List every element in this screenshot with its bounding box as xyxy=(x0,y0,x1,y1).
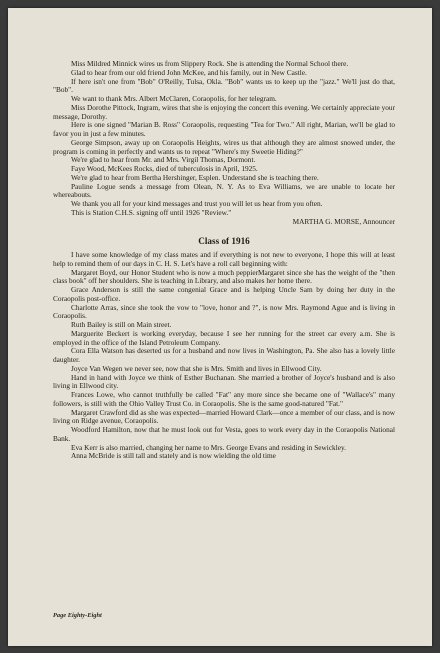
paragraph: Glad to hear from our old friend John McKee, and his family, out in New Castle. xyxy=(71,67,307,77)
paragraph: George Simpson, away up on Coraopolis Heights, wires us that although they are almost snowed under, the program is coming in perfectly and wants us to repeat "Where's my Sweetie Hiding?" xyxy=(53,137,395,156)
paragraph: Eva Kerr is also married, changing her name to Mrs. George Evans and residing in Sewickley. xyxy=(71,442,346,452)
text-column xyxy=(53,60,395,461)
paragraph: Marguerite Beckert is working everyday, because I see her running for the street car every a.m. She is employed in the office of the Island Petroleum Company. xyxy=(53,328,395,347)
paragraph: Frances Lowe, who cannot truthfully be called "Fat" any more since she became one of "Wallace's" many followers, is still with the Ohio Valley Trust Co. in Coraopolis. She is the same good-natured "Fat." xyxy=(53,390,395,408)
paragraph: We're glad to hear from Bertha Hershinger, Esplen. Understand she is teaching there. xyxy=(71,172,319,182)
paragraph: Charlotte Arras, since she took the vow to "love, honor and ?", is now Mrs. Raymond Ague and is living in Coraopolis. xyxy=(53,302,395,321)
paragraph: We thank you all for your kind messages and trust you will let us hear from you often. xyxy=(71,199,323,208)
paragraph: Margaret Crawford did as she was expected—married Howard Clark—once a member of our class, and is now living on Ridge avenue, Coraopolis. xyxy=(53,407,395,426)
paragraph: Miss Mildred Minnick wires us from Slippery Rock. She is attending the Normal School there. xyxy=(71,59,349,68)
announcer-signature: MARTHA G. MORSE, Announcer xyxy=(292,216,395,226)
paragraph: If here isn't one from "Bob" O'Reilly, Tulsa, Okla. "Bob" wants us to keep up the "jazz." We'll just do that, "Bob". xyxy=(53,76,395,95)
paragraph: Miss Dorothe Pittock, Ingram, wires that she is enjoying the concert this evening. We certainly appreciate your message, Dorothy. xyxy=(53,102,395,121)
radio-messages-section xyxy=(53,60,395,226)
paragraph: Woodford Hamilton, now that he must look out for Vesta, goes to work every day in the Coraopolis National Bank. xyxy=(53,425,395,443)
paragraph: Grace Anderson is still the same congenial Grace and is helping Uncle Sam by doing her duty in the Coraopolis post-office. xyxy=(53,285,395,303)
paragraph: Here is one signed "Marian B. Ross" Coraopolis, requesting "Tea for Two." All right, Marian, we'll be glad to favor you in just a few minutes. xyxy=(53,120,395,138)
paragraph: We're glad to hear from Mr. and Mrs. Virgil Thomas, Dormont. xyxy=(71,155,256,165)
paragraph: Cora Ella Watson has deserted us for a husband and now lives in Washington, Pa. She also has a lovely little daughter. xyxy=(53,346,395,364)
paragraph: This is Station C.H.S. signing off until 1926 "Review." xyxy=(71,207,232,217)
paragraph: Margaret Boyd, our Honor Student who is now a much peppierMargaret since she has the weight of the "then class book" off her shoulders. She is teaching in Library, and also makes her home there. xyxy=(53,267,395,286)
yearbook-page xyxy=(8,8,432,646)
paragraph: Faye Wood, McKees Rocks, died of tuberculosis in April, 1925. xyxy=(71,164,258,173)
paragraph: I have some knowledge of my class mates and if everything is not new to everyone, I hope this will at least help to remind them of our days in C. H. S. Let's have a roll call beginning with: xyxy=(53,250,395,268)
page-number: Page Eighty-Eight xyxy=(53,612,102,619)
paragraph: Joyce Van Wegen we never see, now that she is Mrs. Smith and lives in Ellwood City. xyxy=(71,363,322,373)
section-heading: Class of 1916 xyxy=(198,236,250,247)
class-of-1916-section xyxy=(53,251,395,461)
paragraph: Hand in hand with Joyce we think of Esther Buchanan. She married a brother of Joyce's husband and is also living in Ellwood city. xyxy=(53,372,395,391)
paragraph: Pauline Logue sends a message from Olean, N. Y. As to Eva Williams, we are unable to locate her whereabouts. xyxy=(53,181,395,200)
paragraph: Anna McBride is still tall and stately and is now wielding the old time xyxy=(71,451,276,461)
paragraph: We want to thank Mrs. Albert McClaren, Coraopolis, for her telegram. xyxy=(71,94,277,103)
paragraph: Ruth Bailey is still on Main street. xyxy=(71,320,172,329)
